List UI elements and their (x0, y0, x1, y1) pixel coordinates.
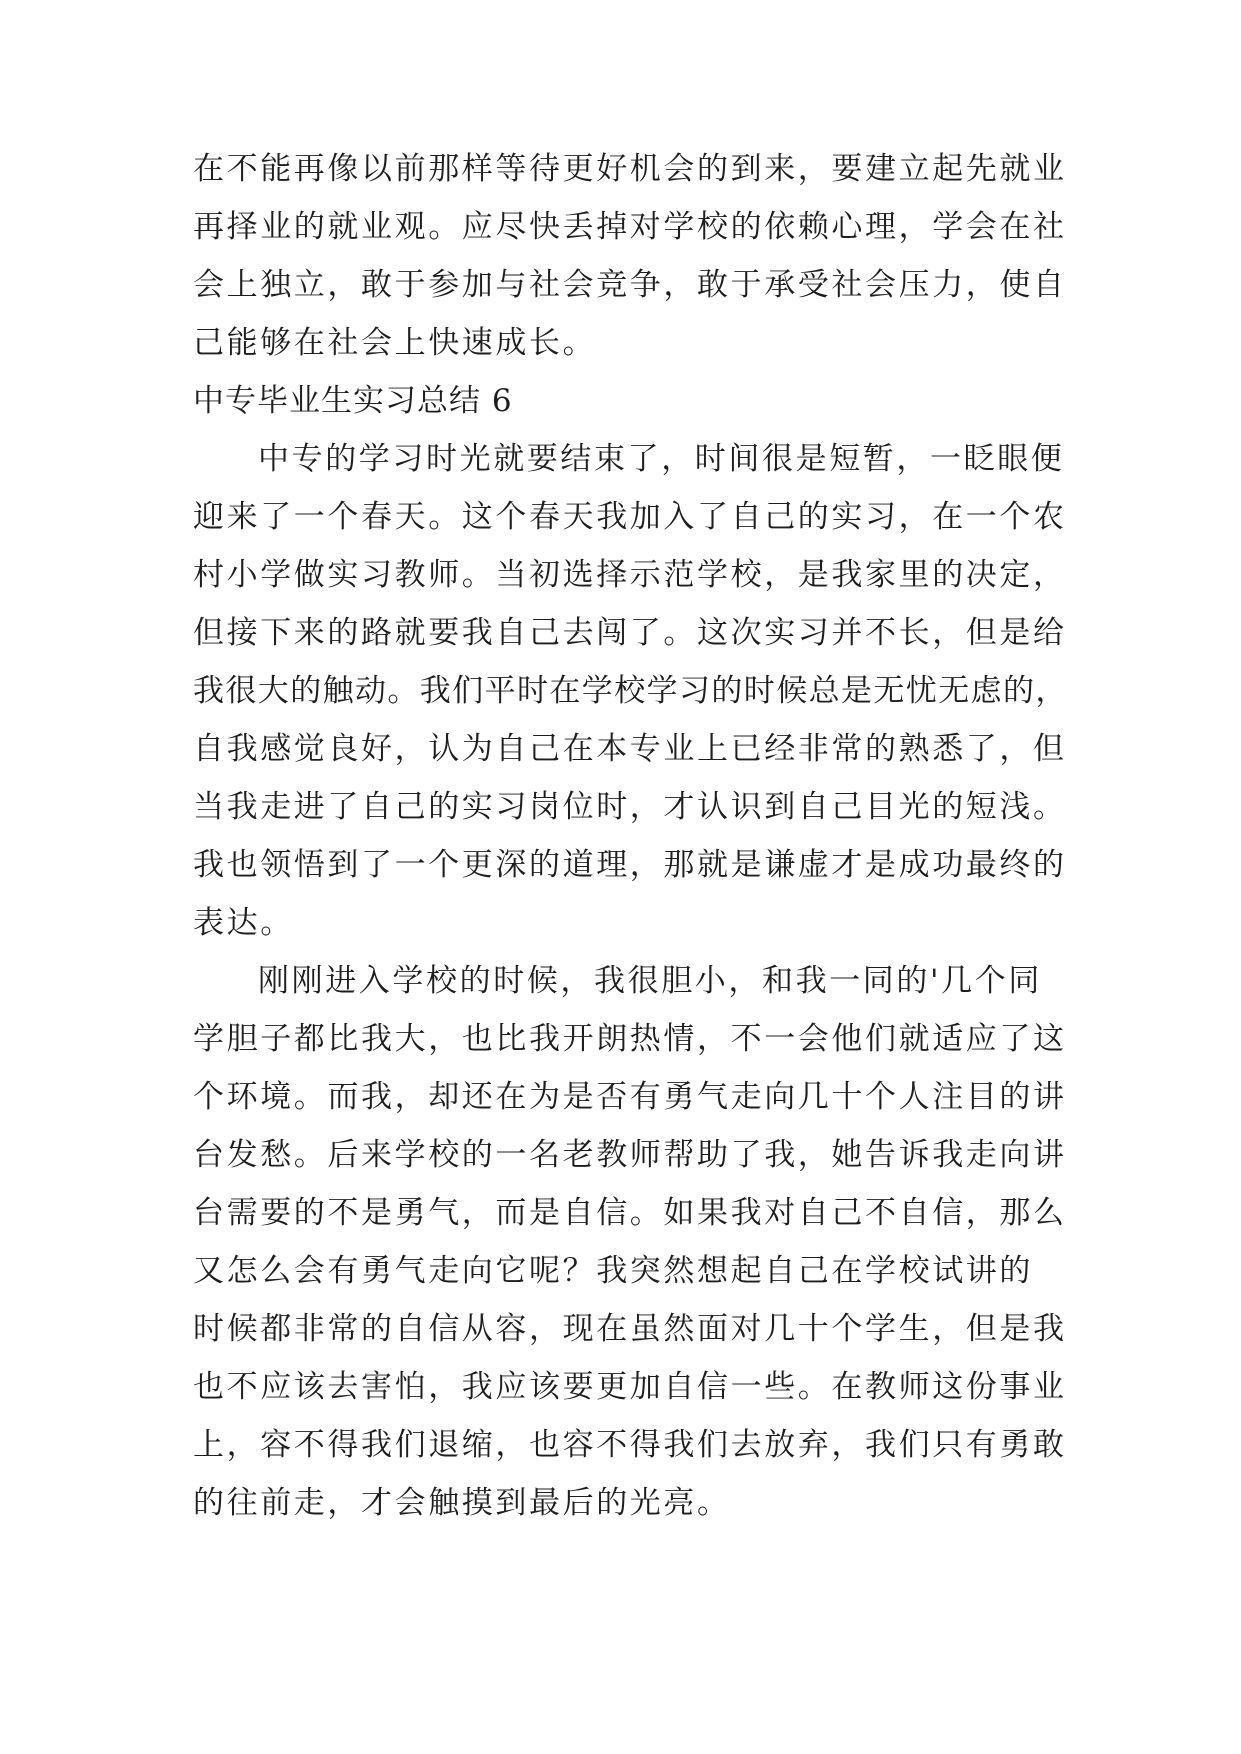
text-line: 村小学做实习教师。当初选择示范学校，是我家里的决定， (193, 557, 1067, 593)
text-line: 在不能再像以前那样等待更好机会的到来，要建立起先就业 (193, 151, 1067, 187)
text-line: 的往前走，才会触摸到最后的光亮。 (193, 1485, 731, 1521)
text-line: 己能够在社会上快速成长。 (193, 325, 597, 361)
text-line: 自我感觉良好，认为自己在本专业上已经非常的熟悉了，但 (193, 731, 1067, 767)
text-line: 时候都非常的自信从容，现在虽然面对几十个学生，但是我 (193, 1311, 1067, 1347)
text-line: 台发愁。后来学校的一名老教师帮助了我，她告诉我走向讲 (193, 1137, 1067, 1173)
text-line: 会上独立，敢于参加与社会竞争，敢于承受社会压力，使自 (193, 267, 1067, 303)
text-line: 上，容不得我们退缩，也容不得我们去放弃，我们只有勇敢 (193, 1427, 1067, 1463)
text-line: 学胆子都比我大，也比我开朗热情，不一会他们就适应了这 (193, 1021, 1067, 1057)
text-line: 再择业的就业观。应尽快丢掉对学校的依赖心理，学会在社 (193, 209, 1067, 245)
section-heading: 中专毕业生实习总结 6 (193, 383, 513, 419)
text-line: 我也领悟到了一个更深的道理，那就是谦虚才是成功最终的 (193, 847, 1067, 883)
text-line: 又怎么会有勇气走向它呢？我突然想起自己在学校试讲的 (193, 1253, 1033, 1289)
text-line: 我很大的触动。我们平时在学校学习的时候总是无忧无虑的， (193, 673, 1068, 709)
text-line: 中专的学习时光就要结束了，时间很是短暂，一眨眼便 (258, 441, 1065, 477)
text-line: 表达。 (193, 905, 294, 941)
text-line: 迎来了一个春天。这个春天我加入了自己的实习，在一个农 (193, 499, 1067, 535)
text-line: 也不应该去害怕，我应该要更加自信一些。在教师这份事业 (193, 1369, 1067, 1405)
text-line: 当我走进了自己的实习岗位时，才认识到自己目光的短浅。 (193, 789, 1067, 825)
text-line: 刚刚进入学校的时候，我很胆小，和我一同的'几个同 (258, 963, 1042, 999)
text-line: 个环境。而我，却还在为是否有勇气走向几十个人注目的讲 (193, 1079, 1067, 1115)
text-line: 台需要的不是勇气，而是自信。如果我对自己不自信，那么 (193, 1195, 1067, 1231)
text-line: 但接下来的路就要我自己去闯了。这次实习并不长，但是给 (193, 615, 1067, 651)
